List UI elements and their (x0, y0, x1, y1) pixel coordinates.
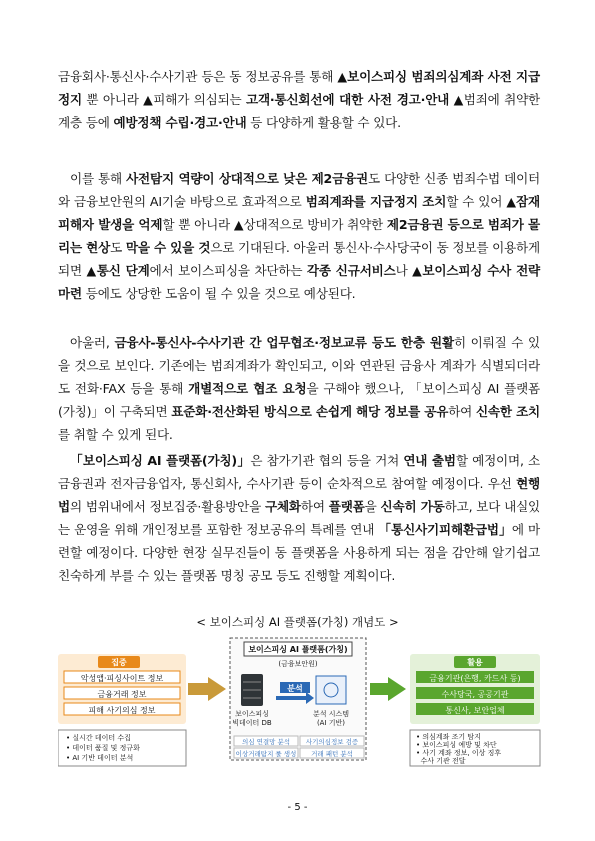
text-run: 하고, 보다 내실있는 운영을 위해 개인정보를 포함한 정보공유의 특례를 연내 (58, 499, 541, 537)
text-run: 할 수 있어 (446, 194, 507, 209)
text-run: 도 다양한 신종 범죄수법 데이터와 금융보안원의 AI기술 바탕으로 효과적으로 (58, 171, 541, 209)
right-note-3: • 사기 계좌 정보, 이상 징후 (416, 749, 502, 757)
bold-run: 사전탐지 역량이 상대적으로 낮은 제2금융권 (126, 171, 369, 186)
text-run: 등에도 상당한 도움이 될 수 있을 것으로 예상된다. (81, 286, 356, 301)
ai-label-1: 분석 시스템 (312, 710, 350, 718)
bold-run: 신속히 가동 (380, 499, 445, 514)
right-note-1: • 의심계좌 조기 탐지 (416, 733, 481, 741)
page-number: - 5 - (287, 802, 308, 813)
paragraph-4 (58, 449, 540, 587)
text-run: 아울러, (70, 335, 115, 350)
bold-run: 플랫폼 (328, 499, 365, 514)
text-run: 뿐 아니라 ▲피해가 의심되는 (81, 92, 246, 107)
db-label-1: 보이스피싱 (235, 710, 269, 718)
text-run: 을 (364, 499, 381, 514)
concept-diagram (58, 636, 542, 768)
text-run: 할 예정이며, 소금융권과 전자금융업자, 통신회사, 수사기관 등이 순차적으로 참여할 예정이다. 우선 (58, 453, 541, 491)
text-run: 은 참가기관 협의 등을 거쳐 (250, 453, 404, 468)
text-run: 등 다양하게 활용할 수 있다. (246, 115, 401, 130)
bold-run: 표준화·전산화된 방식으로 손쉽게 해당 정보를 공유 (171, 404, 449, 419)
bold-run: 각종 신규서비스 (306, 263, 396, 278)
right-note-2: • 보이스피싱 예방 및 차단 (416, 741, 497, 749)
bold-run: 예방정책 수립·경고·안내 (113, 115, 247, 130)
text-run: 의 범위내에서 정보집중·활용방안을 (69, 499, 265, 514)
feature-tag-4: 거래 패턴 분석 (311, 750, 353, 758)
text-run: 으로 기대된다. 아울러 통신사·수사당국이 동 정보를 이용하게 되면 (58, 240, 540, 278)
bold-run: 구체화 (264, 499, 301, 514)
bold-run: 금융사-통신사-수사기관 간 업무협조·정보교류 등도 한층 원활 (114, 335, 454, 350)
collect-arrow (188, 677, 226, 701)
right-note-4: 수사 기관 전달 (416, 757, 466, 765)
bold-run: 「보이스피싱 AI 플랫폼(가칭)」 (70, 453, 251, 468)
bold-run: 현행법 (58, 476, 540, 514)
bold-run: 고객·통신회선에 대한 사전 경고·안내 (245, 92, 450, 107)
use-arrow (370, 677, 406, 701)
bold-run: ▲통신 단계 (86, 263, 150, 278)
text-run: 이를 통해 (70, 171, 127, 186)
text-run: 나 (395, 263, 413, 278)
left-note-3: • AI 기반 데이터 분석 (66, 754, 134, 762)
text-run: 에서 보이스피싱을 차단하는 (149, 263, 307, 278)
analysis-label: 분석 (287, 684, 303, 693)
collect-item-2: 금융거래 정보 (97, 690, 147, 699)
bold-run: 신속한 조치 (475, 404, 541, 419)
bold-run: 「통신사기피해환급법」 (378, 522, 512, 537)
bold-run: ▲보이스피싱 수사 전략 마련 (58, 263, 541, 301)
left-note-1: • 실시간 데이터 수집 (66, 734, 131, 742)
text-run: 하여 (448, 404, 476, 419)
text-run: ▲범죄에 취약한 계층 등에 (58, 92, 540, 130)
use-item-2: 수사당국, 공공기관 (441, 690, 509, 699)
collect-item-1: 악성앱·피싱사이트 정보 (80, 674, 164, 683)
text-run: 금융회사·통신사·수사기관 등은 동 정보공유를 통해 (58, 69, 338, 84)
bold-run: 범죄계좌를 지급정지 조치 (305, 194, 447, 209)
text-run: 을 구해야 했으나, 「보이스피싱 AI 플랫폼(가칭)」이 구축되면 (58, 381, 540, 419)
text-run: 할 뿐 아니라 ▲상대적으로 방비가 취약한 (162, 217, 387, 232)
bold-run: ▲보이스피싱 범죄의심계좌 사전 지급정지 (58, 69, 540, 107)
text-run: 도 (110, 240, 126, 255)
use-header: 활용 (467, 658, 483, 667)
paragraph-2 (58, 167, 540, 305)
bold-run: 개별적으로 협조 요청 (188, 381, 307, 396)
ai-label-2: (AI 기반) (316, 719, 346, 727)
platform-sub: (금융보안원) (278, 660, 318, 668)
platform-title: 보이스피싱 AI 플랫폼(가칭) (248, 645, 348, 654)
text-run: 를 취할 수 있게 된다. (58, 427, 173, 442)
text-run: 히 이뤄질 수 있을 것으로 보인다. 기존에는 범죄계좌가 확인되고, 이와 연관된 금융사 계좌가 식별되더라도 전화·FAX 등을 통해 (58, 335, 540, 396)
feature-tag-1: 의심 연결망 분석 (241, 738, 291, 746)
bold-run: 막을 수 있을 것 (125, 240, 211, 255)
db-label-2: 빅데이터 DB (232, 719, 272, 727)
text-run: 하여 (300, 499, 329, 514)
feature-tag-2: 사기의심정보 검증 (305, 738, 359, 746)
paragraph-3 (58, 331, 540, 446)
text-run: 에 마련할 예정이다. 다양한 현장 실무진들이 동 플랫폼을 사용하게 되는 점을 감안해 알기쉽고 친숙하게 부를 수 있는 플랫폼 명칭 공모 등도 진행할 계획이다. (58, 522, 541, 583)
bold-run: 제2금융권 등으로 범죄가 몰리는 현상 (58, 217, 540, 255)
feature-tag-3: 이상거래탐지 룰 생성 (235, 750, 297, 758)
ai-system (316, 676, 346, 704)
paragraph-1 (58, 65, 540, 134)
left-note-2: • 데이터 품질 및 정규화 (66, 744, 140, 752)
collect-item-3: 피해 사기의심 정보 (88, 706, 156, 715)
figure-caption: < 보이스피싱 AI 플랫폼(가칭) 개념도 > (196, 615, 399, 629)
bold-run: 연내 출범 (403, 453, 456, 468)
use-item-3: 통신사, 보안업체 (445, 706, 505, 715)
collect-header: 집중 (111, 658, 127, 667)
use-item-1: 금융기관(은행, 카드사 등) (429, 674, 521, 683)
bold-run: ▲잠재 피해자 발생을 억제 (58, 194, 540, 232)
